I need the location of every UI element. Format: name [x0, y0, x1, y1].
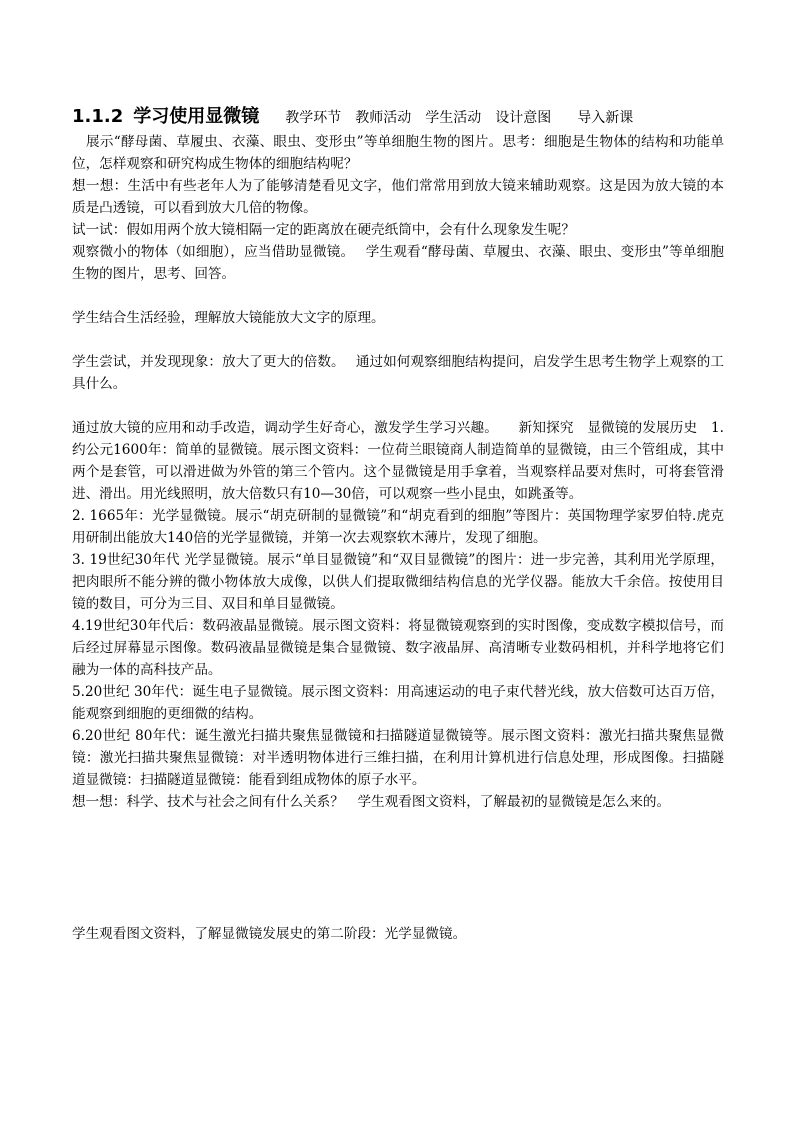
column-header-teacher: 教师活动	[355, 110, 412, 126]
section-title: 学习使用显微镜	[133, 106, 260, 127]
paragraph-history-1: 通过放大镜的应用和动手改造，调动学生好奇心，激发学生学习兴趣。 新知探究 显微镜的发展历史 1.约公元1600年：简单的显微镜。展示图文资料：一位荷兰眼镜商人制造简单的显微镜，由三个管组成，其中两个是套管，可以滑进做为外管的第三个管内。这个显微镜是用手拿着，当观察样品要对焦时，可将套管滑进、滑出。用光线照明，放大倍数只有10—30倍，可以观察一些小昆虫，如跳蚤等。	[72, 420, 724, 502]
section-number: 1.1.2	[72, 106, 124, 127]
paragraph-history-6: 6.20世纪 80年代：诞生激光扫描共聚焦显微镜和扫描隧道显微镜等。展示图文资料：激光扫描共聚焦显微镜：激光扫描共聚焦显微镜：对半透明物体进行三维扫描，在利用计算机进行信息处理，形成图像。扫描隧道显微镜：扫描隧道显微镜：能看到组成物体的原子水平。	[72, 728, 724, 788]
document-page	[72, 104, 724, 945]
column-header-stage: 教学环节	[285, 110, 342, 126]
spacer	[72, 285, 724, 307]
stage-label-intro: 导入新课	[577, 110, 634, 126]
column-header-student: 学生活动	[425, 110, 482, 126]
paragraph-observe: 观察微小的物体（如细胞），应当借助显微镜。 学生观看“酵母菌、草履虫、衣藻、眼虫、变形虫”等单细胞生物的图片，思考、回答。	[72, 244, 724, 282]
spacer	[72, 813, 724, 923]
paragraph-history-3: 3. 19世纪30年代 光学显微镜。展示“单目显微镜”和“双目显微镜”的图片：进一步完善，其利用光学原理，把肉眼所不能分辨的微小物体放大成像，以供人们提取微细结构信息的光学仪器。能放大千余倍。按使用目镜的数目，可分为三目、双目和单目显微镜。	[72, 552, 724, 612]
column-header-intent: 设计意图	[495, 110, 552, 126]
paragraph-try: 试一试：假如用两个放大镜相隔一定的距离放在硬壳纸筒中，会有什么现象发生呢？	[72, 222, 575, 238]
paragraph-history-2: 2. 1665年：光学显微镜。展示“胡克研制的显微镜”和“胡克看到的细胞”等图片：英国物理学家罗伯特.虎克用研制出能放大140倍的光学显微镜，并第一次去观察软木薄片，发现了细胞。	[72, 508, 724, 546]
paragraph-student-experience: 学生结合生活经验，理解放大镜能放大文字的原理。	[72, 310, 385, 326]
paragraph-intro: 展示“酵母菌、草履虫、衣藻、眼虫、变形虫”等单细胞生物的图片。思考：细胞是生物体的结构和功能单位，怎样观察和研究构成生物体的细胞结构呢？	[72, 134, 724, 172]
paragraph-history-5: 5.20世纪 30年代：诞生电子显微镜。展示图文资料：用高速运动的电子束代替光线，放大倍数可达百万倍，能观察到细胞的更细微的结构。	[72, 684, 724, 722]
section-heading	[72, 104, 724, 131]
spacer	[72, 329, 724, 351]
paragraph-reflect: 想一想：科学、技术与社会之间有什么关系？ 学生观看图文资料，了解最初的显微镜是怎么来的。	[72, 794, 671, 810]
spacer	[72, 395, 724, 417]
paragraph-student-try: 学生尝试，并发现现象：放大了更大的倍数。 通过如何观察细胞结构提问，启发学生思考生物学上观察的工具什么。	[72, 354, 724, 392]
paragraph-history-4: 4.19世纪30年代后：数码液晶显微镜。展示图文资料：将显微镜观察到的实时图像，变成数字模拟信号，而后经过屏幕显示图像。数码液晶显微镜是集合显微镜、数字液晶屏、高清晰专业数码相机，并科学地将它们融为一体的高科技产品。	[72, 618, 724, 678]
paragraph-think: 想一想：生活中有些老年人为了能够清楚看见文字，他们常常用到放大镜来辅助观察。这是因为放大镜的本质是凸透镜，可以看到放大几倍的物像。	[72, 178, 724, 216]
paragraph-student-stage-two: 学生观看图文资料，了解显微镜发展史的第二阶段：光学显微镜。	[72, 926, 467, 942]
